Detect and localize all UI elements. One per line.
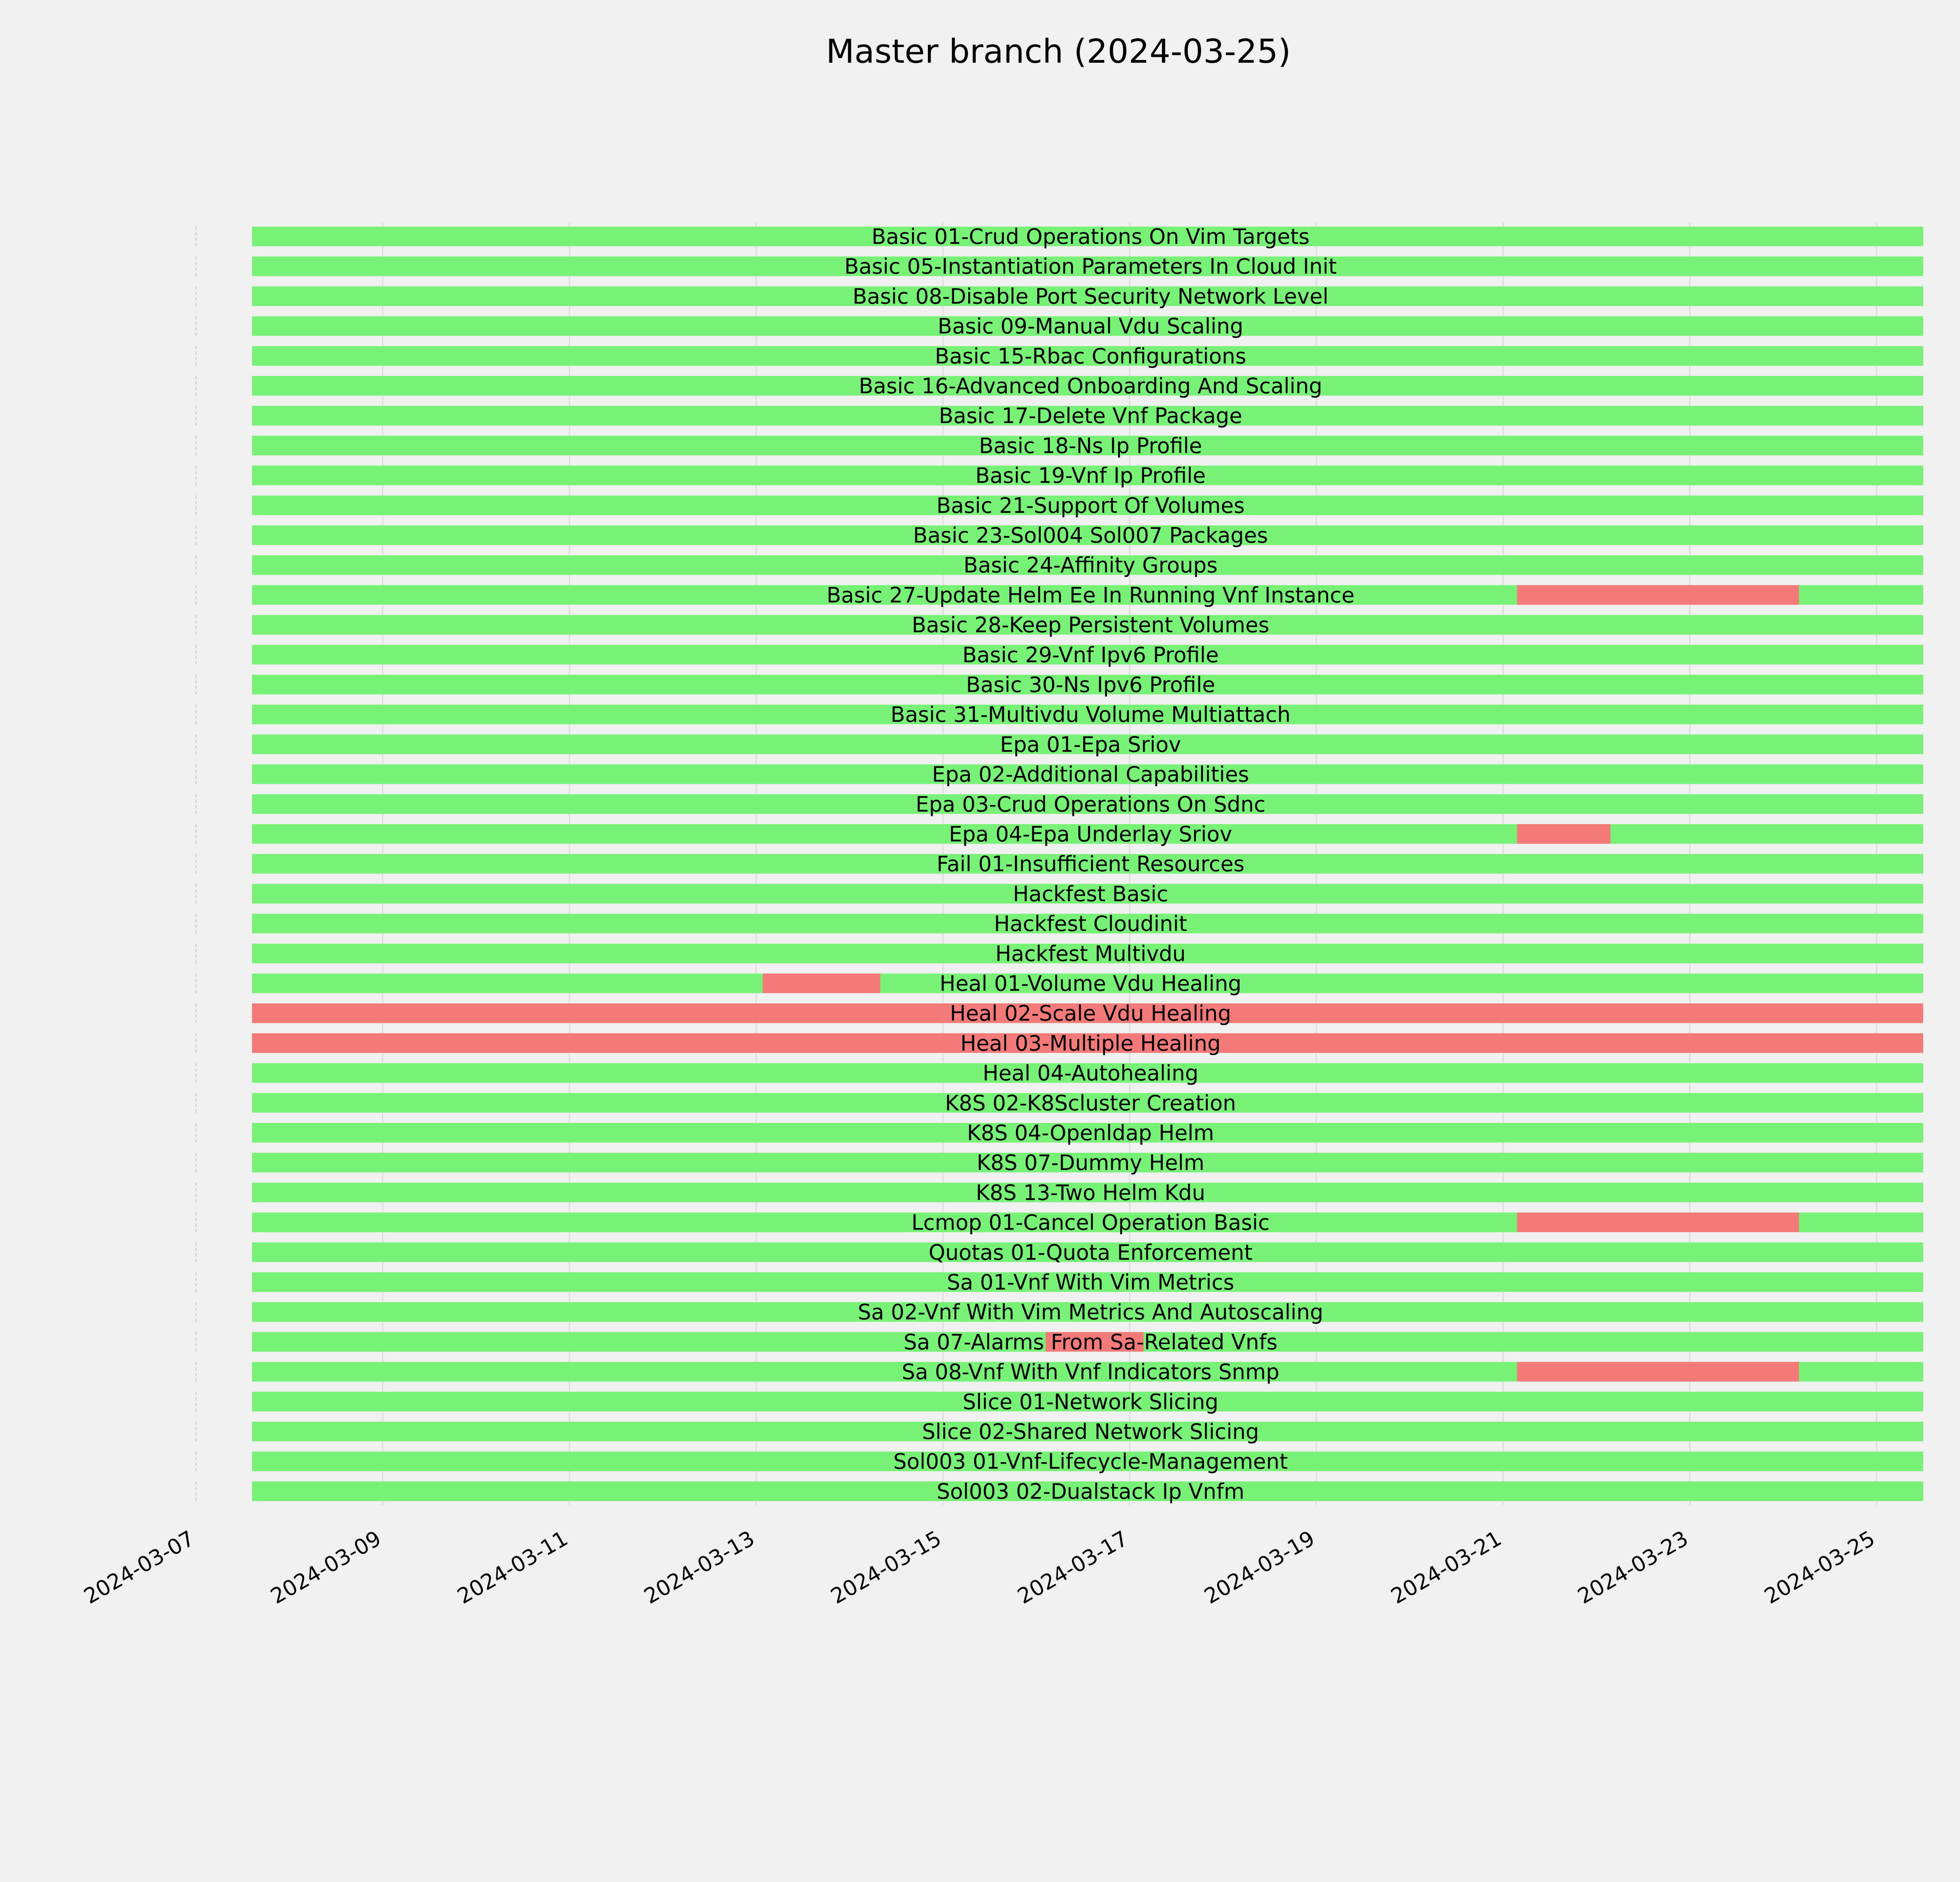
chart-title: Master branch (2024-03-25) <box>826 32 1291 71</box>
row-label: Basic 09-Manual Vdu Scaling <box>938 314 1243 339</box>
row-label: Epa 01-Epa Sriov <box>1000 732 1181 757</box>
row-label: K8S 04-Openldap Helm <box>967 1121 1214 1145</box>
x-tick-label: 2024-03-19 <box>1200 1526 1319 1609</box>
row-label: Basic 18-Ns Ip Profile <box>979 433 1202 458</box>
x-tick-label: 2024-03-23 <box>1573 1526 1693 1609</box>
fail-bar <box>1517 1213 1799 1232</box>
fail-bar <box>1517 824 1610 844</box>
row-label: Sol003 01-Vnf-Lifecycle-Management <box>893 1449 1288 1474</box>
row-label: Lcmop 01-Cancel Operation Basic <box>911 1210 1270 1235</box>
row-label: Hackfest Basic <box>1013 881 1169 906</box>
row-label: Slice 01-Network Slicing <box>962 1389 1219 1414</box>
x-tick-label: 2024-03-15 <box>826 1526 946 1609</box>
x-tick-label: 2024-03-21 <box>1387 1526 1506 1609</box>
fail-bar <box>1517 585 1799 605</box>
x-tick-label: 2024-03-13 <box>640 1526 759 1609</box>
row-label: Heal 01-Volume Vdu Healing <box>939 971 1242 996</box>
fail-bar <box>763 974 880 993</box>
x-tick-label: 2024-03-07 <box>80 1526 199 1609</box>
row-label: Epa 02-Additional Capabilities <box>932 762 1249 787</box>
row-label: Basic 21-Support Of Volumes <box>936 493 1245 518</box>
row-label: Basic 15-Rbac Configurations <box>935 343 1247 369</box>
row-label: Sa 02-Vnf With Vim Metrics And Autoscaling <box>858 1300 1323 1325</box>
row-label: Basic 29-Vnf Ipv6 Profile <box>962 642 1219 667</box>
row-label: Heal 02-Scale Vdu Healing <box>950 1001 1231 1026</box>
row-label: K8S 07-Dummy Helm <box>976 1150 1205 1175</box>
fail-bar <box>1517 1362 1799 1382</box>
row-label: Basic 08-Disable Port Security Network Level <box>852 284 1329 309</box>
row-label: Sa 08-Vnf With Vnf Indicators Snmp <box>902 1359 1279 1384</box>
row-label: Basic 01-Crud Operations On Vim Targets <box>871 224 1310 249</box>
row-label: Hackfest Cloudinit <box>994 911 1187 936</box>
row-label: Heal 03-Multiple Healing <box>960 1031 1221 1056</box>
row-label: Basic 28-Keep Persistent Volumes <box>911 612 1270 638</box>
x-tick-label: 2024-03-11 <box>453 1526 572 1609</box>
row-label: Sol003 02-Dualstack Ip Vnfm <box>936 1479 1245 1504</box>
row-label: Basic 19-Vnf Ip Profile <box>975 463 1206 488</box>
row-label: Epa 03-Crud Operations On Sdnc <box>915 792 1266 817</box>
row-label: K8S 02-K8Scluster Creation <box>945 1090 1236 1115</box>
row-label: Hackfest Multivdu <box>995 941 1186 966</box>
row-label: Epa 04-Epa Underlay Sriov <box>949 822 1232 847</box>
row-label: Sa 01-Vnf With Vim Metrics <box>947 1270 1234 1295</box>
x-tick-label: 2024-03-17 <box>1013 1526 1132 1609</box>
row-label: Basic 31-Multivdu Volume Multiattach <box>890 702 1291 727</box>
x-tick-label: 2024-03-09 <box>266 1526 385 1609</box>
row-label: Basic 05-Instantiation Parameters In Cloud Init <box>844 254 1337 279</box>
row-label: Basic 30-Ns Ipv6 Profile <box>966 672 1215 697</box>
row-label: Heal 04-Autohealing <box>982 1061 1199 1086</box>
row-label: K8S 13-Two Helm Kdu <box>976 1180 1205 1205</box>
row-label: Sa 07-Alarms From Sa-Related Vnfs <box>903 1330 1278 1355</box>
x-tick-label: 2024-03-25 <box>1760 1526 1879 1609</box>
row-label: Slice 02-Shared Network Slicing <box>922 1419 1259 1444</box>
row-label: Basic 16-Advanced Onboarding And Scaling <box>858 374 1323 398</box>
row-label: Basic 24-Affinity Groups <box>963 553 1218 578</box>
row-label: Fail 01-Insufficient Resources <box>936 852 1245 877</box>
row-label: Basic 23-Sol004 Sol007 Packages <box>913 523 1268 548</box>
row-label: Basic 27-Update Helm Ee In Running Vnf Instance <box>826 583 1355 608</box>
row-label: Quotas 01-Quota Enforcement <box>928 1240 1253 1265</box>
row-label: Basic 17-Delete Vnf Package <box>938 403 1243 429</box>
